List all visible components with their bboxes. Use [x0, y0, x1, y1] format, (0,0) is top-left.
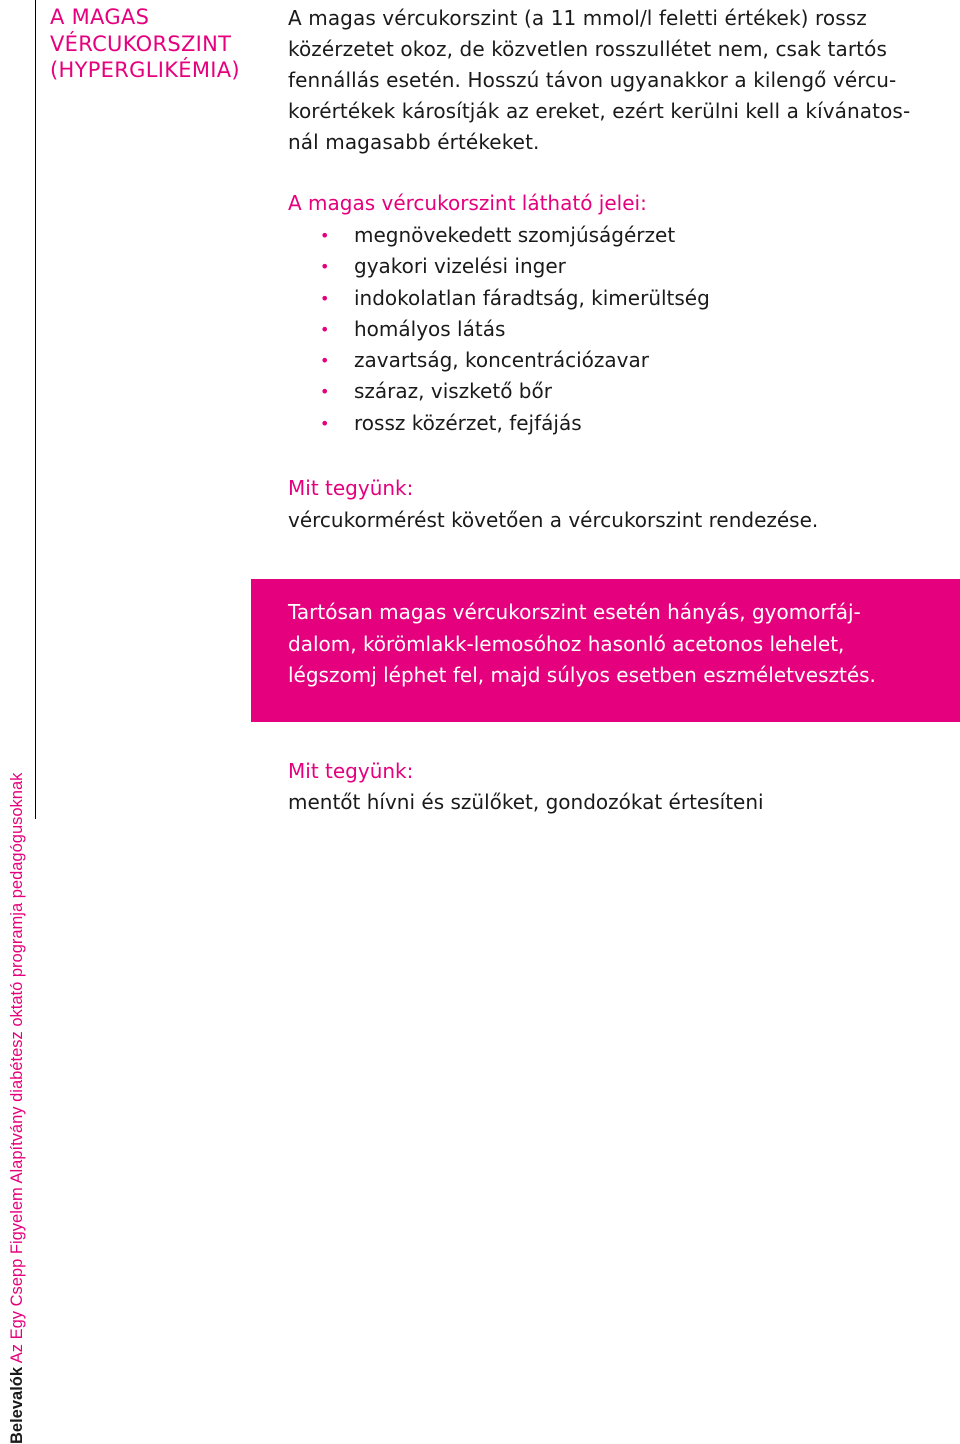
- list-item: [288, 408, 710, 439]
- list-item-text: megnövekedett szomjúságérzet: [354, 223, 676, 247]
- signs-heading: A magas vércukorszint látható jelei:: [288, 191, 647, 215]
- warning-line: légszomj léphet fel, majd súlyos esetben eszméletvesztés.: [288, 663, 876, 687]
- side-label-bold: Belevalók: [8, 1366, 26, 1444]
- list-item: [288, 283, 710, 314]
- bullet-icon: •: [320, 226, 330, 245]
- list-item-text: indokolatlan fáradtság, kimerültség: [354, 285, 710, 310]
- bullet-icon: •: [320, 413, 330, 433]
- signs-list: [288, 220, 710, 439]
- bullet-icon: •: [320, 319, 330, 339]
- todo-label-2: Mit tegyünk:: [288, 759, 414, 783]
- todo-text-2: mentőt hívni és szülőket, gondozókat értesíteni: [288, 790, 764, 814]
- side-label: [0, 0, 34, 1444]
- warning-text: [288, 597, 928, 692]
- bullet-icon: •: [320, 257, 330, 277]
- bullet-icon: •: [320, 351, 330, 371]
- warning-box: [251, 579, 960, 722]
- warning-line: Tartósan magas vércukorszint esetén hányás, gyomorfáj-: [288, 600, 861, 624]
- warning-line: dalom, körömlakk-lemosóhoz hasonló acetonos lehelet,: [288, 631, 845, 656]
- list-item: [288, 345, 710, 376]
- list-item-text: gyakori vizelési inger: [354, 254, 566, 279]
- bullet-icon: •: [320, 288, 330, 308]
- section-title-line3: (HYPERGLIKÉMIA): [50, 58, 240, 82]
- intro-line: A magas vércukorszint (a 11 mmol/l feletti értékek) rossz: [288, 6, 867, 30]
- intro-paragraph: [288, 3, 938, 158]
- vertical-divider: [35, 0, 36, 819]
- intro-line: nál magasabb értékeket.: [288, 130, 540, 154]
- todo-text-1: vércukormérést követően a vércukorszint rendezése.: [288, 508, 819, 532]
- section-title-line1: A MAGAS: [50, 5, 150, 29]
- list-item-text: száraz, viszkető bőr: [354, 379, 552, 404]
- list-item: [288, 251, 710, 282]
- todo-label-1: Mit tegyünk:: [288, 476, 414, 500]
- intro-line: fennállás esetén. Hosszú távon ugyanakkor a kilengő vércu-: [288, 68, 897, 92]
- section-title-line2: VÉRCUKORSZINT: [50, 31, 232, 56]
- section-title: [50, 4, 250, 84]
- list-item: [288, 376, 710, 407]
- list-item: [288, 314, 710, 345]
- list-item-text: homályos látás: [354, 316, 506, 341]
- intro-line: korértékek károsítják az ereket, ezért kerülni kell a kívánatos-: [288, 99, 911, 123]
- side-label-text: [7, 0, 27, 1444]
- list-item-text: rossz közérzet, fejfájás: [354, 410, 582, 435]
- side-label-program: Az Egy Csepp Figyelem Alapítvány diabétesz oktató programja pedagógusoknak: [8, 772, 26, 1364]
- bullet-icon: •: [320, 382, 330, 402]
- list-item: [288, 220, 710, 251]
- intro-line: közérzetet okoz, de közvetlen rosszullétet nem, csak tartós: [288, 37, 887, 61]
- list-item-text: zavartság, koncentrációzavar: [354, 348, 649, 373]
